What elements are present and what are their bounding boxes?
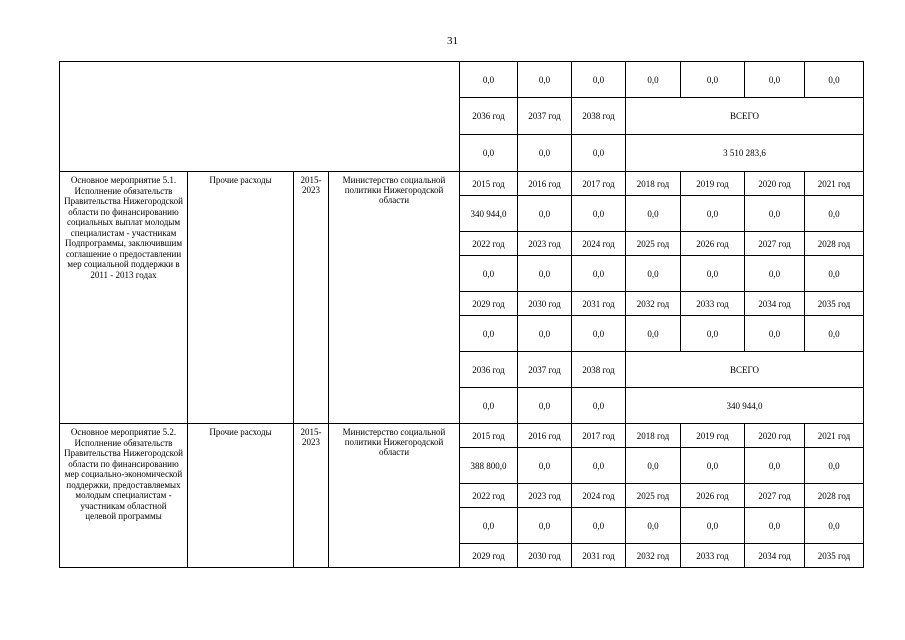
value-cell: 0,0 <box>518 508 572 544</box>
year-cell: 2036 год <box>460 98 518 135</box>
value-cell: 0,0 <box>572 388 626 424</box>
year-cell: 2034 год <box>745 544 805 568</box>
value-cell: 0,0 <box>805 508 864 544</box>
year-cell: 2035 год <box>805 544 864 568</box>
period: 2015-2023 <box>294 424 329 568</box>
year-cell: 2017 год <box>572 172 626 196</box>
year-cell: 2025 год <box>626 232 681 256</box>
year-cell: 2018 год <box>626 172 681 196</box>
year-cell: 2033 год <box>681 544 745 568</box>
table-body <box>60 62 864 568</box>
year-cell: 2037 год <box>518 98 572 135</box>
year-cell: 2018 год <box>626 424 681 448</box>
expense-type: Прочие расходы <box>188 172 294 424</box>
value-cell: 0,0 <box>745 508 805 544</box>
year-cell: 2038 год <box>572 98 626 135</box>
value-cell: 0,0 <box>518 448 572 484</box>
value-cell: 0,0 <box>460 508 518 544</box>
executor: Министерство социальной политики Нижегородской области <box>329 424 460 568</box>
table-row <box>60 424 864 448</box>
year-cell: 2016 год <box>518 172 572 196</box>
total-value: 3 510 283,6 <box>626 135 864 172</box>
value-cell: 0,0 <box>805 316 864 352</box>
value-cell: 0,0 <box>518 62 572 98</box>
total-label: ВСЕГО <box>626 352 864 388</box>
value-cell: 0,0 <box>460 256 518 292</box>
measure-description: Основное мероприятие 5.1. Исполнение обязательств Правительства Нижегородской области по финансированию социальных выплат молодым специалистам - участникам Подпрограммы, заключившим соглашение о предоставлении мер социальной поддержки в 2011 - 2013 годах <box>60 172 188 424</box>
value-cell: 0,0 <box>572 196 626 232</box>
year-cell: 2027 год <box>745 484 805 508</box>
value-cell: 0,0 <box>681 316 745 352</box>
year-cell: 2026 год <box>681 232 745 256</box>
year-cell: 2027 год <box>745 232 805 256</box>
value-cell: 0,0 <box>626 256 681 292</box>
value-cell: 0,0 <box>681 508 745 544</box>
year-cell: 2020 год <box>745 172 805 196</box>
year-cell: 2032 год <box>626 544 681 568</box>
year-cell: 2019 год <box>681 172 745 196</box>
page-number: 31 <box>447 35 458 47</box>
value-cell: 0,0 <box>518 388 572 424</box>
value-cell: 0,0 <box>626 196 681 232</box>
value-cell: 340 944,0 <box>460 196 518 232</box>
year-cell: 2015 год <box>460 424 518 448</box>
year-cell: 2026 год <box>681 484 745 508</box>
table-row <box>60 172 864 196</box>
value-cell: 0,0 <box>681 256 745 292</box>
year-cell: 2022 год <box>460 484 518 508</box>
year-cell: 2021 год <box>805 172 864 196</box>
value-cell: 0,0 <box>460 135 518 172</box>
year-cell: 2020 год <box>745 424 805 448</box>
value-cell: 0,0 <box>745 316 805 352</box>
budget-table <box>59 61 864 568</box>
year-cell: 2037 год <box>518 352 572 388</box>
value-cell: 0,0 <box>518 256 572 292</box>
period: 2015-2023 <box>294 172 329 424</box>
value-cell: 0,0 <box>681 448 745 484</box>
year-cell: 2030 год <box>518 544 572 568</box>
year-cell: 2030 год <box>518 292 572 316</box>
year-cell: 2017 год <box>572 424 626 448</box>
year-cell: 2025 год <box>626 484 681 508</box>
table-row <box>60 62 864 98</box>
year-cell: 2038 год <box>572 352 626 388</box>
value-cell: 0,0 <box>572 256 626 292</box>
value-cell: 0,0 <box>805 256 864 292</box>
value-cell: 0,0 <box>460 316 518 352</box>
value-cell: 0,0 <box>681 196 745 232</box>
year-cell: 2024 год <box>572 232 626 256</box>
year-cell: 2029 год <box>460 544 518 568</box>
value-cell: 0,0 <box>518 135 572 172</box>
year-cell: 2029 год <box>460 292 518 316</box>
value-cell: 0,0 <box>745 448 805 484</box>
continuation-empty-cell <box>60 62 460 172</box>
value-cell: 0,0 <box>460 62 518 98</box>
value-cell: 388 800,0 <box>460 448 518 484</box>
value-cell: 0,0 <box>572 135 626 172</box>
year-cell: 2032 год <box>626 292 681 316</box>
year-cell: 2021 год <box>805 424 864 448</box>
value-cell: 0,0 <box>805 196 864 232</box>
value-cell: 0,0 <box>572 316 626 352</box>
year-cell: 2024 год <box>572 484 626 508</box>
year-cell: 2033 год <box>681 292 745 316</box>
value-cell: 0,0 <box>460 388 518 424</box>
value-cell: 0,0 <box>805 62 864 98</box>
value-cell: 0,0 <box>518 196 572 232</box>
executor: Министерство социальной политики Нижегородской области <box>329 172 460 424</box>
value-cell: 0,0 <box>626 448 681 484</box>
year-cell: 2023 год <box>518 484 572 508</box>
value-cell: 0,0 <box>572 62 626 98</box>
value-cell: 0,0 <box>745 256 805 292</box>
year-cell: 2031 год <box>572 292 626 316</box>
year-cell: 2022 год <box>460 232 518 256</box>
year-cell: 2023 год <box>518 232 572 256</box>
value-cell: 0,0 <box>681 62 745 98</box>
value-cell: 0,0 <box>626 316 681 352</box>
year-cell: 2019 год <box>681 424 745 448</box>
year-cell: 2034 год <box>745 292 805 316</box>
expense-type: Прочие расходы <box>188 424 294 568</box>
year-cell: 2028 год <box>805 232 864 256</box>
value-cell: 0,0 <box>626 62 681 98</box>
year-cell: 2036 год <box>460 352 518 388</box>
value-cell: 0,0 <box>518 316 572 352</box>
year-cell: 2035 год <box>805 292 864 316</box>
value-cell: 0,0 <box>626 508 681 544</box>
year-cell: 2015 год <box>460 172 518 196</box>
value-cell: 0,0 <box>745 62 805 98</box>
year-cell: 2016 год <box>518 424 572 448</box>
value-cell: 0,0 <box>805 448 864 484</box>
year-cell: 2028 год <box>805 484 864 508</box>
value-cell: 0,0 <box>745 196 805 232</box>
value-cell: 0,0 <box>572 508 626 544</box>
measure-description: Основное мероприятие 5.2. Исполнение обязательств Правительства Нижегородской области по финансированию мер социально-экономической поддержки, предоставляемых молодым специалистам - участникам областной целевой программы <box>60 424 188 568</box>
year-cell: 2031 год <box>572 544 626 568</box>
value-cell: 0,0 <box>572 448 626 484</box>
total-label: ВСЕГО <box>626 98 864 135</box>
total-value: 340 944,0 <box>626 388 864 424</box>
